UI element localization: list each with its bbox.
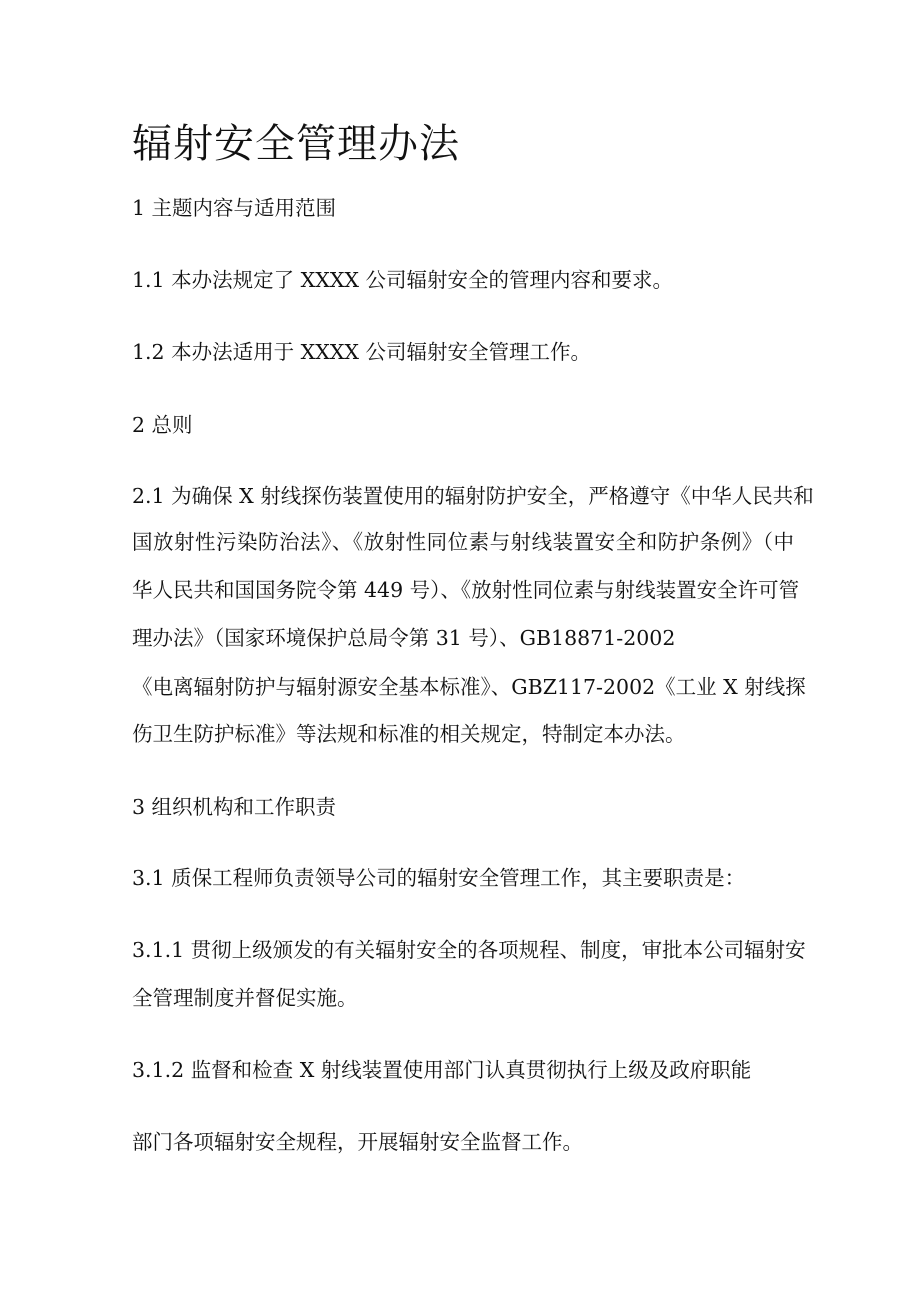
section-heading: 3 组织机构和工作职责 xyxy=(132,795,337,819)
paragraph-line: 伤卫生防护标准》等法规和标准的相关规定，特制定本办法。 xyxy=(132,722,686,746)
paragraph-line: 华人民共和国国务院令第 449 号）、《放射性同位素与射线装置安全许可管 xyxy=(132,578,800,602)
clause-text: 3.1.1 贯彻上级颁发的有关辐射安全的各项规程、制度，审批本公司辐射安 xyxy=(132,938,806,962)
clause-text: 3.1 质保工程师负责领导公司的辐射安全管理工作，其主要职责是： xyxy=(132,866,746,890)
paragraph-line: 理办法》（国家环境保护总局令第 31 号）、GB18871-2002 xyxy=(132,626,676,650)
clause-text: 全管理制度并督促实施。 xyxy=(132,986,358,1010)
section-heading: 1 主题内容与适用范围 xyxy=(132,196,337,220)
section-heading: 2 总则 xyxy=(132,413,193,437)
clause-text: 1.2 本办法适用于 XXXX 公司辐射安全管理工作。 xyxy=(132,340,592,364)
document-title: 辐射安全管理办法 xyxy=(132,121,460,167)
clause-text: 部门各项辐射安全规程，开展辐射安全监督工作。 xyxy=(132,1130,583,1154)
paragraph-line: 国放射性污染防治法》、《放射性同位素与射线装置安全和防护条例》（中 xyxy=(132,530,794,554)
clause-text: 3.1.2 监督和检查 X 射线装置使用部门认真贯彻执行上级及政府职能 xyxy=(132,1058,752,1082)
paragraph-line: 《电离辐射防护与辐射源安全基本标准》、GBZ117-2002《工业 X 射线探 xyxy=(132,675,806,699)
clause-text: 1.1 本办法规定了 XXXX 公司辐射安全的管理内容和要求。 xyxy=(132,268,674,292)
paragraph-line: 2.1 为确保 X 射线探伤装置使用的辐射防护安全，严格遵守《中华人民共和 xyxy=(132,484,814,508)
